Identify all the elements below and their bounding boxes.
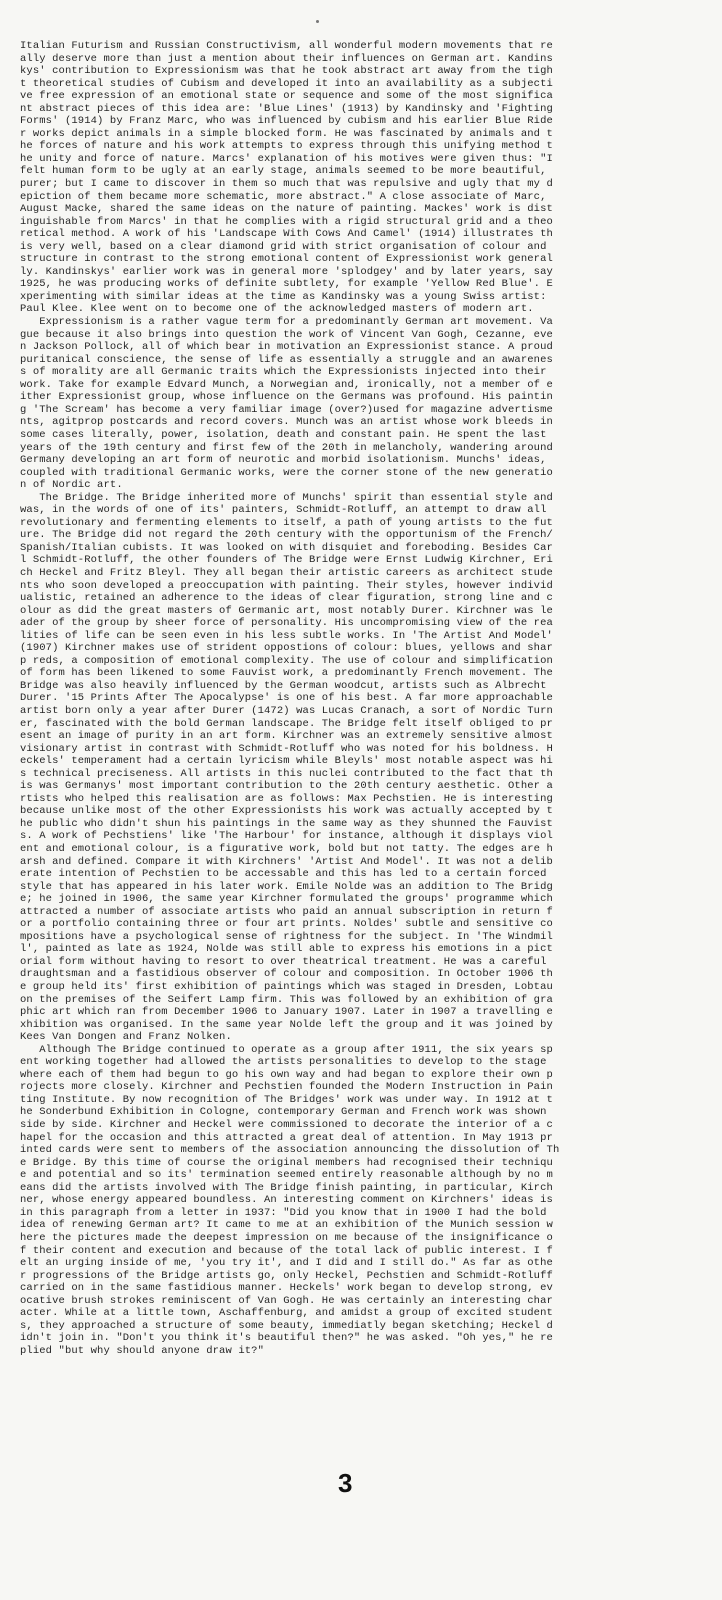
text-line: er, fascinated with the bold German landscape. The Bridge felt itself obliged to pr	[20, 717, 553, 730]
text-line: kys' contribution to Expressionism was that he took abstract art away from the tigh	[20, 65, 553, 78]
text-line: style that has appeared in his later work. Emile Nolde was an addition to The Bridg	[20, 880, 553, 893]
body-text	[20, 40, 710, 1357]
text-line: g 'The Scream' has become a very familiar image (over?)used for magazine advertisme	[20, 403, 553, 416]
text-line: puritanical conscience, the sense of life as essentially a struggle and an awarenes	[20, 353, 553, 366]
text-line: rtists who helped this realisation are as follows: Max Pechstien. He is interesting	[20, 792, 553, 805]
text-line: idn't join in. "Don't you think it's beautiful then?" he was asked. "Oh yes," he re	[20, 1332, 553, 1345]
text-line: epiction of them became more schematic, more abstract." A close associate of Marc,	[20, 190, 547, 203]
text-line: purer; but I came to discover in them so much that was repulsive and ugly that my d	[20, 178, 553, 191]
text-line: felt human form to be ugly at an early stage, animals seemed to be more beautiful,	[20, 165, 547, 178]
text-line: eans did the artists involved with The Bridge finish painting, in particular, Kirch	[20, 1181, 553, 1194]
text-line: Although The Bridge continued to operate as a group after 1911, the six years sp	[20, 1043, 553, 1056]
text-line: he unity and force of nature. Marcs' explanation of his motives were given thus: "I	[20, 152, 553, 165]
text-line: ader of the group by sheer force of personality. His uncompromising view of the rea	[20, 617, 553, 630]
text-line: erate intention of Pechstien to be accessable and this has led to a certain forced	[20, 868, 547, 881]
text-line: (1907) Kirchner makes use of strident oppostions of colour: blues, yellows and shar	[20, 642, 553, 655]
text-line: orial form without having to resort to over theatrical treatment. He was a careful	[20, 955, 547, 968]
text-line: August Macke, shared the same ideas on the nature of painting. Mackes' work is dist	[20, 203, 553, 216]
text-line: retical method. A work of his 'Landscape With Cows And Camel' (1914) illustrates th	[20, 228, 553, 241]
text-line: he Sonderbund Exhibition in Cologne, contemporary German and French work was shown	[20, 1106, 547, 1119]
text-line: some cases literally, power, isolation, death and constant pain. He spent the last	[20, 428, 547, 441]
text-line: e Bridge. By this time of course the original members had recognised their techniqu	[20, 1156, 553, 1169]
text-line: Bridge was also heavily influenced by the German woodcut, artists such as Albrecht	[20, 679, 547, 692]
text-line: l', painted as late as 1924, Nolde was still able to express his emotions in a pict	[20, 943, 553, 956]
text-line: draughtsman and a fastidious observer of colour and composition. In October 1906 th	[20, 968, 553, 981]
text-line: structure in contrast to the strong emotional content of Expressionist work general	[20, 253, 553, 266]
text-line: carried on in the same fastidious manner. Heckels' work began to develop strong, ev	[20, 1282, 553, 1295]
text-line: l Schmidt-Rotluff, the other founders of The Bridge were Ernst Ludwig Kirchner, Eri	[20, 554, 553, 567]
text-line: ally deserve more than just a mention about their influences on German art. Kandins	[20, 52, 553, 65]
text-line: eckels' temperament had a certain lyricism while Bleyls' most notable aspect was hi	[20, 755, 553, 768]
text-line: s, they approached a structure of some beauty, immediatly began sketching; Heckel d	[20, 1319, 553, 1332]
text-line: is very well, based on a clear diamond grid with strict organisation of colour and	[20, 240, 547, 253]
text-line: t theoretical studies of Cubism and developed it into an availability as a subjecti	[20, 77, 553, 90]
text-line: of form has been likened to some Fauvist work, a predominantly French movement. The	[20, 667, 553, 680]
text-line: Expressionism is a rather vague term for a predominantly German art movement. Va	[20, 316, 553, 329]
text-line: r works depict animals in a simple blocked form. He was fascinated by animals and t	[20, 127, 553, 140]
text-line: ent and emotional colour, is a figurative work, bold but not tatty. The edges are h	[20, 843, 553, 855]
text-line: ent working together had allowed the artists personalities to develop to the stage	[20, 1056, 547, 1069]
text-line: years of the 19th century and first few of the 20th in melancholy, wandering around	[20, 441, 553, 454]
text-line: attracted a number of associate artists who paid an annual subscription in return f	[20, 905, 553, 918]
text-line: hapel for the occasion and this attracted a great deal of attention. In May 1913 pr	[20, 1131, 553, 1144]
text-line: mpositions have a psychological sense of rightness for the subject. In 'The Windmil	[20, 930, 553, 943]
text-line: he forces of nature and his work attempts to express through this unifying method t	[20, 140, 553, 153]
text-line: xhibition was organised. In the same year Nolde left the group and it was joined by	[20, 1018, 553, 1031]
text-line: ch Heckel and Fritz Bleyl. They all began their artistic careers as architect stude	[20, 566, 553, 579]
text-line: revolutionary and fermenting elements to itself, a path of young artists to the fut	[20, 516, 553, 529]
text-line: acter. While at a little town, Aschaffenburg, and amidst a group of excited student	[20, 1307, 553, 1320]
text-line: ither Expressionist group, whose influence on the Germans was profound. His paintin	[20, 391, 553, 404]
text-line: elt an urging inside of me, 'you try it', and I did and I still do." As far as othe	[20, 1257, 553, 1270]
text-line: ve free expression of an emotional state or sequence and some of the most significa	[20, 90, 553, 103]
text-line: was, in the words of one of its' painters, Schmidt-Rotluff, an attempt to draw all	[20, 504, 547, 517]
text-line: or a portfolio containing three or four art prints. Noldes' subtle and sensitive co	[20, 918, 553, 931]
text-line: idea of renewing German art? It came to me at an exhibition of the Munich session w	[20, 1219, 553, 1232]
paper-speck	[316, 20, 319, 23]
text-line: visionary artist in contrast with Schmidt-Rotluff who was noted for his boldness. H	[20, 742, 553, 755]
text-line: e group held its' first exhibition of paintings which was staged in Dresden, Lobtau	[20, 981, 553, 994]
text-line: he public who didn't shun his paintings in the same way as they shunned the Fauvist	[20, 817, 553, 830]
text-line: n of Nordic art.	[20, 479, 123, 492]
text-line: xperimenting with similar ideas at the time as Kandinsky was a young Swiss artist:	[20, 290, 547, 303]
text-line: artist born only a year after Durer (1472) was Lucas Cranach, a sort of Nordic Turn	[20, 704, 553, 717]
text-line: gue because it also brings into question the work of Vincent Van Gogh, Cezanne, eve	[20, 328, 553, 341]
text-line: ly. Kandinskys' earlier work was in general more 'splodgey' and by later years, say	[20, 265, 553, 278]
text-line: Italian Futurism and Russian Constructivism, all wonderful modern movements that re	[20, 40, 553, 52]
text-line: Spanish/Italian cubists. It was looked on with disquiet and foreboding. Besides Car	[20, 541, 553, 554]
text-line: p reds, a composition of emotional complexity. The use of colour and simplification	[20, 654, 553, 667]
text-line: rojects more closely. Kirchner and Pechstien founded the Modern Instruction in Pain	[20, 1081, 553, 1094]
page-number: 3	[338, 1468, 353, 1498]
text-line: Forms' (1914) by Franz Marc, who was influenced by cubism and his earlier Blue Ride	[20, 115, 553, 128]
text-line: Durer. '15 Prints After The Apocalypse' is one of his best. A far more approachable	[20, 692, 553, 705]
text-line: where each of them had begun to go his own way and had began to explore their own p	[20, 1068, 553, 1081]
text-line: esent an image of purity in an art form. Kirchner was an extremely sensitive almost	[20, 730, 553, 743]
text-line: here the pictures made the deepest impression on me because of the insignificance o	[20, 1231, 553, 1244]
text-line: because unlike most of the other Expressionists his work was actually accepted by t	[20, 805, 553, 818]
text-line: 1925, he was producing works of definite subtlety, for example 'Yellow Red Blue'. E	[20, 278, 553, 291]
text-line: arsh and defined. Compare it with Kirchners' 'Artist And Model'. It was not a delib	[20, 855, 553, 868]
text-line: s of morality are all Germanic traits which the Expressionists injected into their	[20, 366, 547, 379]
text-line: ualistic, retained an adherence to the ideas of clear figuration, strong line and c	[20, 592, 553, 605]
text-line: ocative brush strokes reminiscent of Van Gogh. He was certainly an interesting char	[20, 1294, 553, 1307]
text-line: e and potential and so its' termination seemed entirely reasonable although by no m	[20, 1169, 553, 1182]
text-line: ure. The Bridge did not regard the 20th century with the opportunism of the French/	[20, 529, 553, 542]
text-line: nts, agitprop postcards and record covers. Munch was an artist whose work bleeds in	[20, 416, 553, 429]
text-line: nts who soon developed a preoccupation with painting. Their styles, however individ	[20, 579, 553, 592]
text-line: nt abstract pieces of this idea are: 'Blue Lines' (1913) by Kandinsky and 'Fighting	[20, 102, 553, 115]
text-line: s technical preciseness. All artists in this nuclei contributed to the fact that th	[20, 767, 553, 780]
text-line: lities of life can be seen even in his less subtle works. In 'The Artist And Model'	[20, 629, 553, 642]
text-line: inted cards were sent to members of the association announcing the dissolution of Th	[20, 1144, 560, 1157]
text-line: Germany developing an art form of neurotic and morbid isolationism. Munchs' ideas,	[20, 454, 547, 467]
text-line: The Bridge. The Bridge inherited more of Munchs' spirit than essential style and	[20, 491, 553, 504]
text-line: Kees Van Dongen and Franz Nolken.	[20, 1031, 232, 1044]
text-line: e; he joined in 1906, the same year Kirchner formulated the groups' programme which	[20, 893, 553, 906]
text-line: s. A work of Pechstiens' like 'The Harbour' for instance, although it displays viol	[20, 830, 553, 843]
text-line: olour as did the great masters of Germanic art, most notably Durer. Kirchner was le	[20, 604, 553, 617]
text-line: ner, whose energy appeared boundless. An interesting comment on Kirchners' ideas is	[20, 1194, 553, 1207]
text-line: f their content and execution and because of the total lack of public interest. I f	[20, 1244, 553, 1257]
text-line: coupled with traditional Germanic works, were the corner stone of the new generatio	[20, 466, 553, 479]
text-line: side by side. Kirchner and Heckel were commissioned to decorate the interior of a c	[20, 1119, 553, 1132]
text-line: inguishable from Marcs' in that he complies with a rigid structural grid and a theo	[20, 215, 553, 228]
text-line: phic art which ran from December 1906 to January 1907. Later in 1907 a travelling e	[20, 1006, 553, 1019]
text-line: n Jackson Pollock, all of which bear in motivation an Expressionist stance. A proud	[20, 341, 553, 354]
text-line: is was Germanys' most important contribution to the 20th century aesthetic. Other a	[20, 780, 553, 793]
text-line: Paul Klee. Klee went on to become one of the acknowledged masters of modern art.	[20, 303, 534, 316]
text-line: r progressions of the Bridge artists go, only Heckel, Pechstien and Schmidt-Rotluff	[20, 1269, 553, 1282]
text-line: work. Take for example Edvard Munch, a Norwegian and, ironically, not a member of e	[20, 378, 553, 391]
text-line: ting Institute. By now recognition of The Bridges' work was under way. In 1912 at t	[20, 1093, 553, 1106]
text-line: in this paragraph from a letter in 1937: "Did you know that in 1900 I had the bold	[20, 1206, 547, 1219]
text-line: plied "but why should anyone draw it?"	[20, 1344, 264, 1357]
text-line: on the premises of the Seifert Lamp firm. This was followed by an exhibition of gra	[20, 993, 553, 1006]
